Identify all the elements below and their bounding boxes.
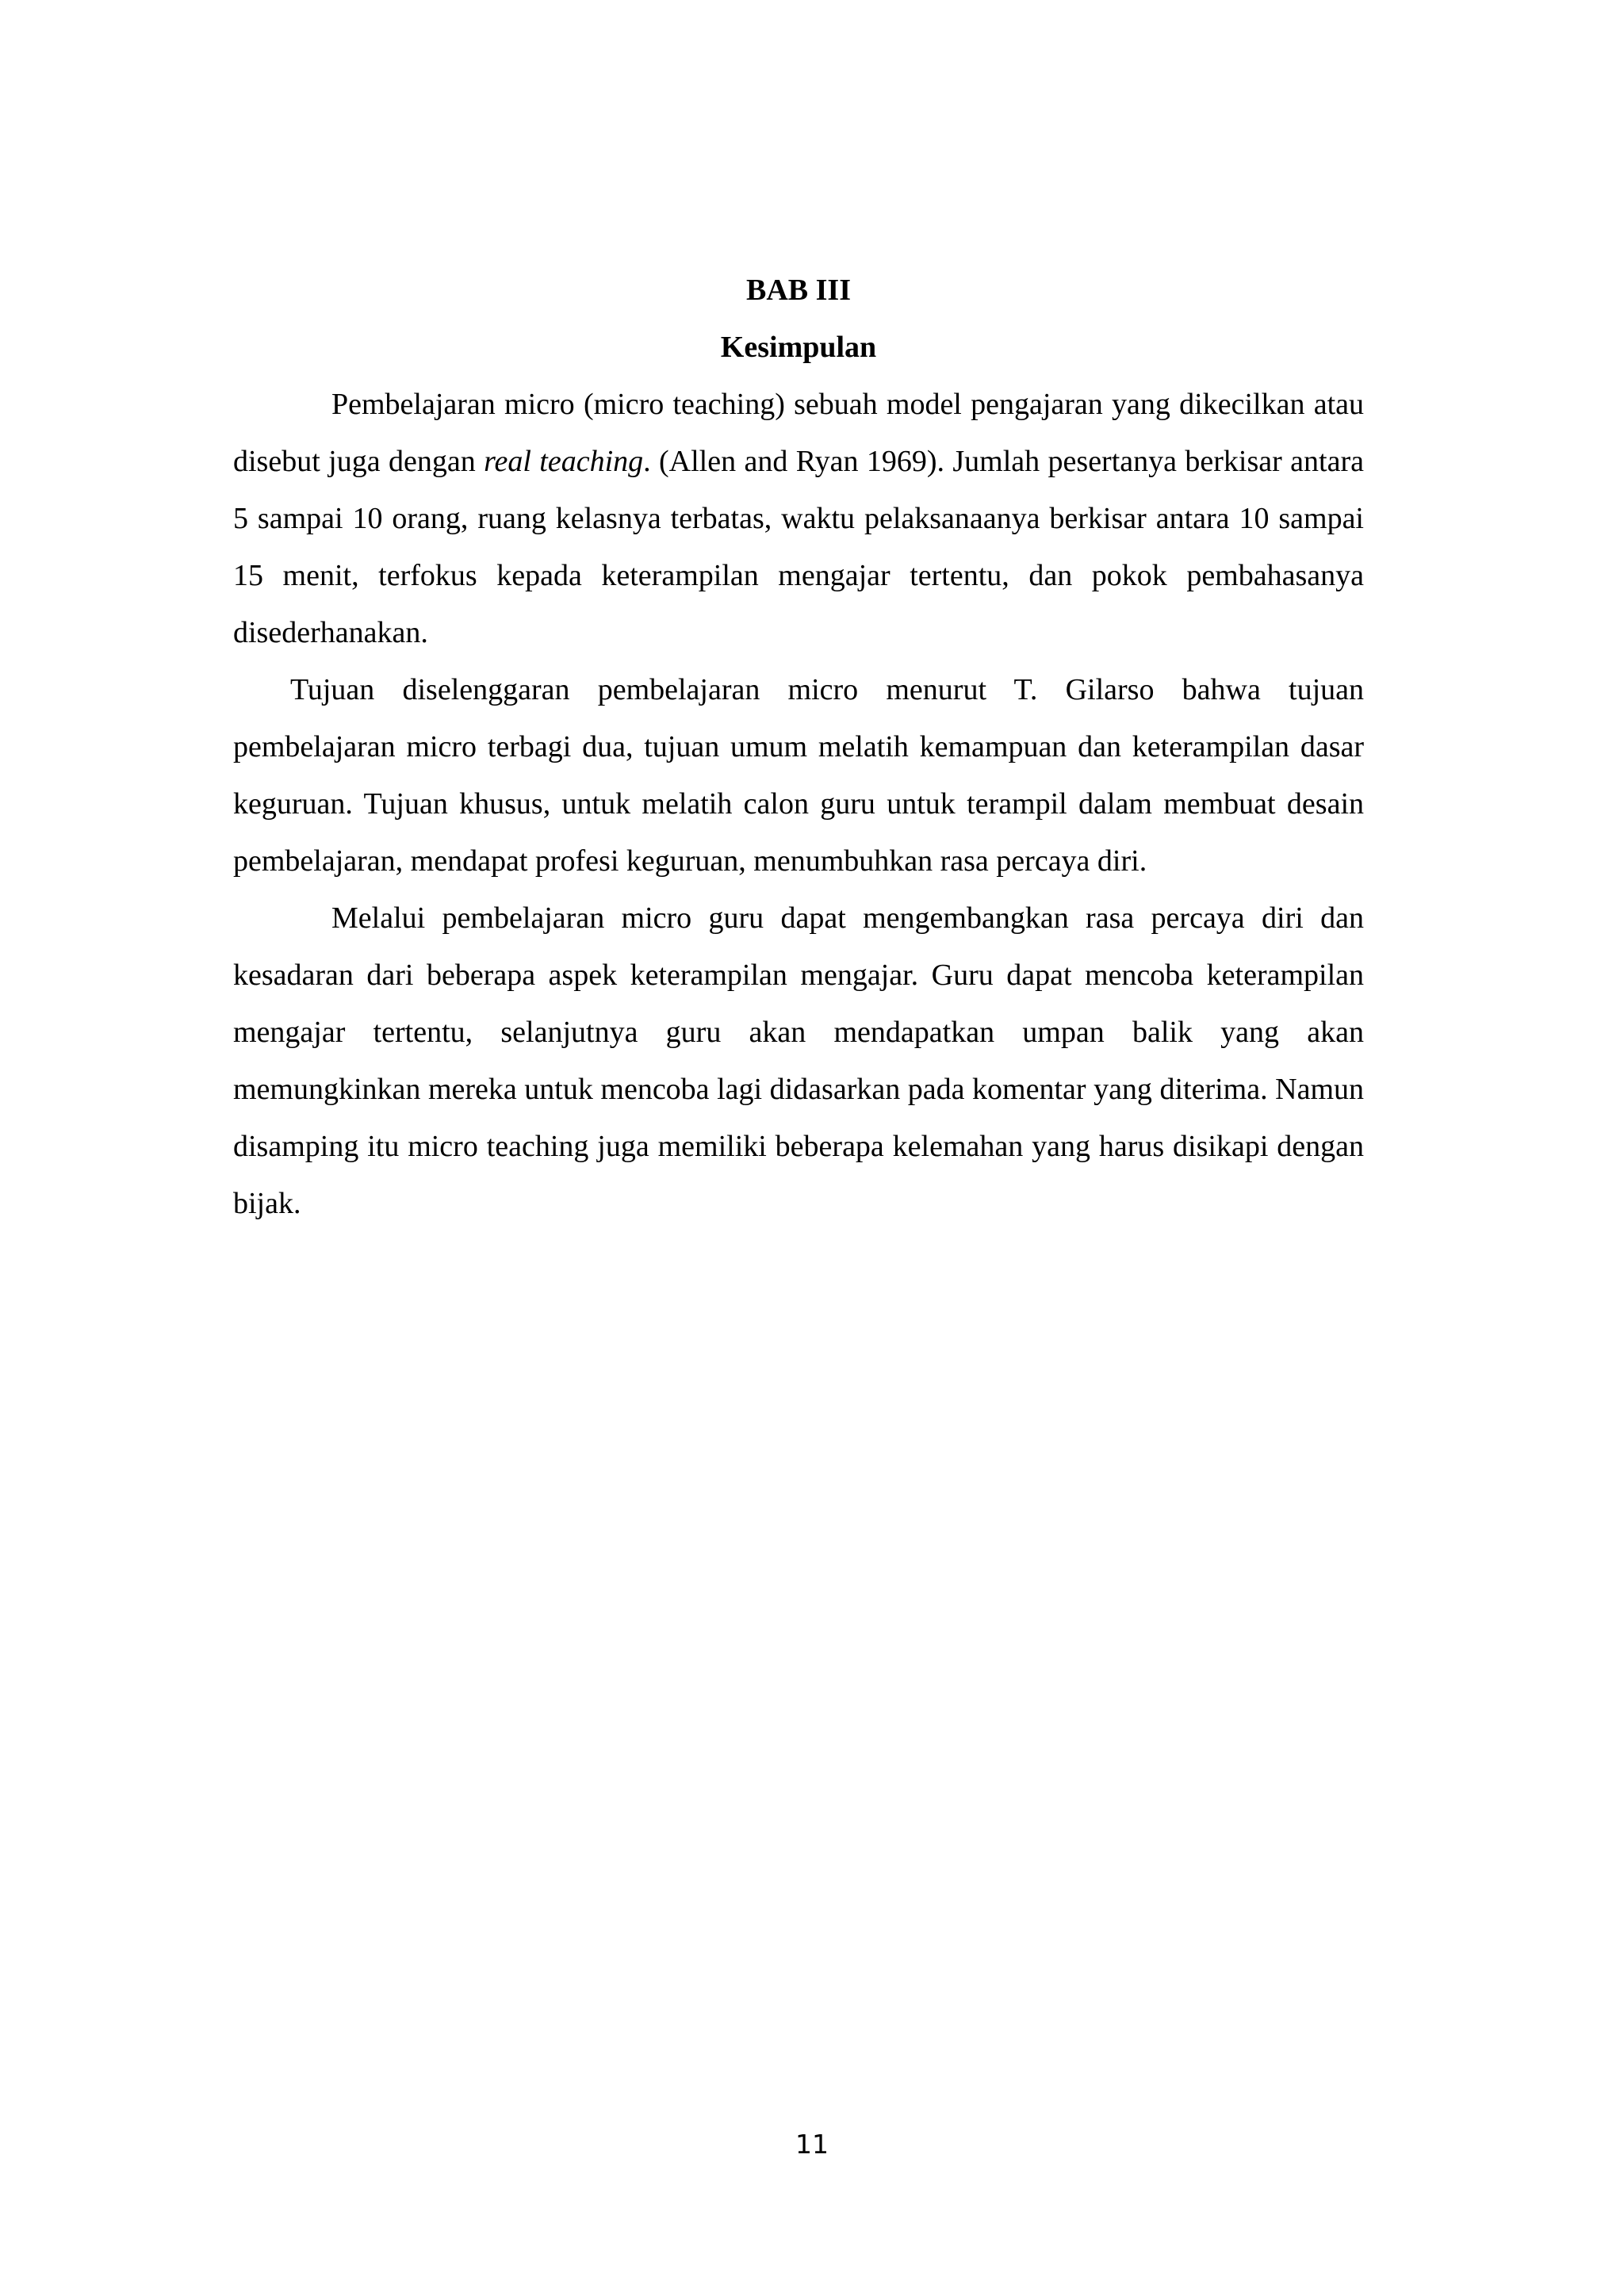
- chapter-title: Kesimpulan: [720, 331, 877, 364]
- paragraph-3: Melalui pembelajaran micro guru dapat mengembangkan rasa percaya diri dan kesadaran dari beberapa aspek keterampilan mengajar. Guru dapat mencoba keterampilan mengajar tertentu, selanjutnya guru akan mendapatkan umpan balik yang akan memungkinkan mereka untuk mencoba lagi didasarkan pada komentar yang diterima. Namun disamping itu micro teaching juga memiliki beberapa kelemahan yang harus disikapi dengan bijak.: [233, 901, 1364, 1220]
- paragraph-1-italic-term: real teaching: [484, 445, 644, 478]
- page-number: 11: [795, 2129, 829, 2160]
- paragraph-2: Tujuan diselenggaran pembelajaran micro menurut T. Gilarso bahwa tujuan pembelajaran micro terbagi dua, tujuan umum melatih kemampuan dan keterampilan dasar keguruan. Tujuan khusus, untuk melatih calon guru untuk terampil dalam membuat desain pembelajaran, mendapat profesi keguruan, menumbuhkan rasa percaya diri.: [233, 673, 1364, 878]
- paragraph-1-text-start: Pembelajaran micro (micro teaching) sebuah model pengajaran yang dikecilkan atau disebut juga dengan: [233, 388, 1364, 478]
- chapter-number: BAB III: [746, 274, 851, 307]
- page-content: [233, 262, 1364, 1232]
- paragraph-1-text-end: . (Allen and Ryan 1969). Jumlah pesertanya berkisar antara 5 sampai 10 orang, ruang kelasnya terbatas, waktu pelaksanaanya berkisar antara 10 sampai 15 menit, terfokus kepada keterampilan mengajar tertentu, dan pokok pembahasanya disederhanakan.: [233, 445, 1364, 649]
- paragraph-1: [233, 376, 1364, 661]
